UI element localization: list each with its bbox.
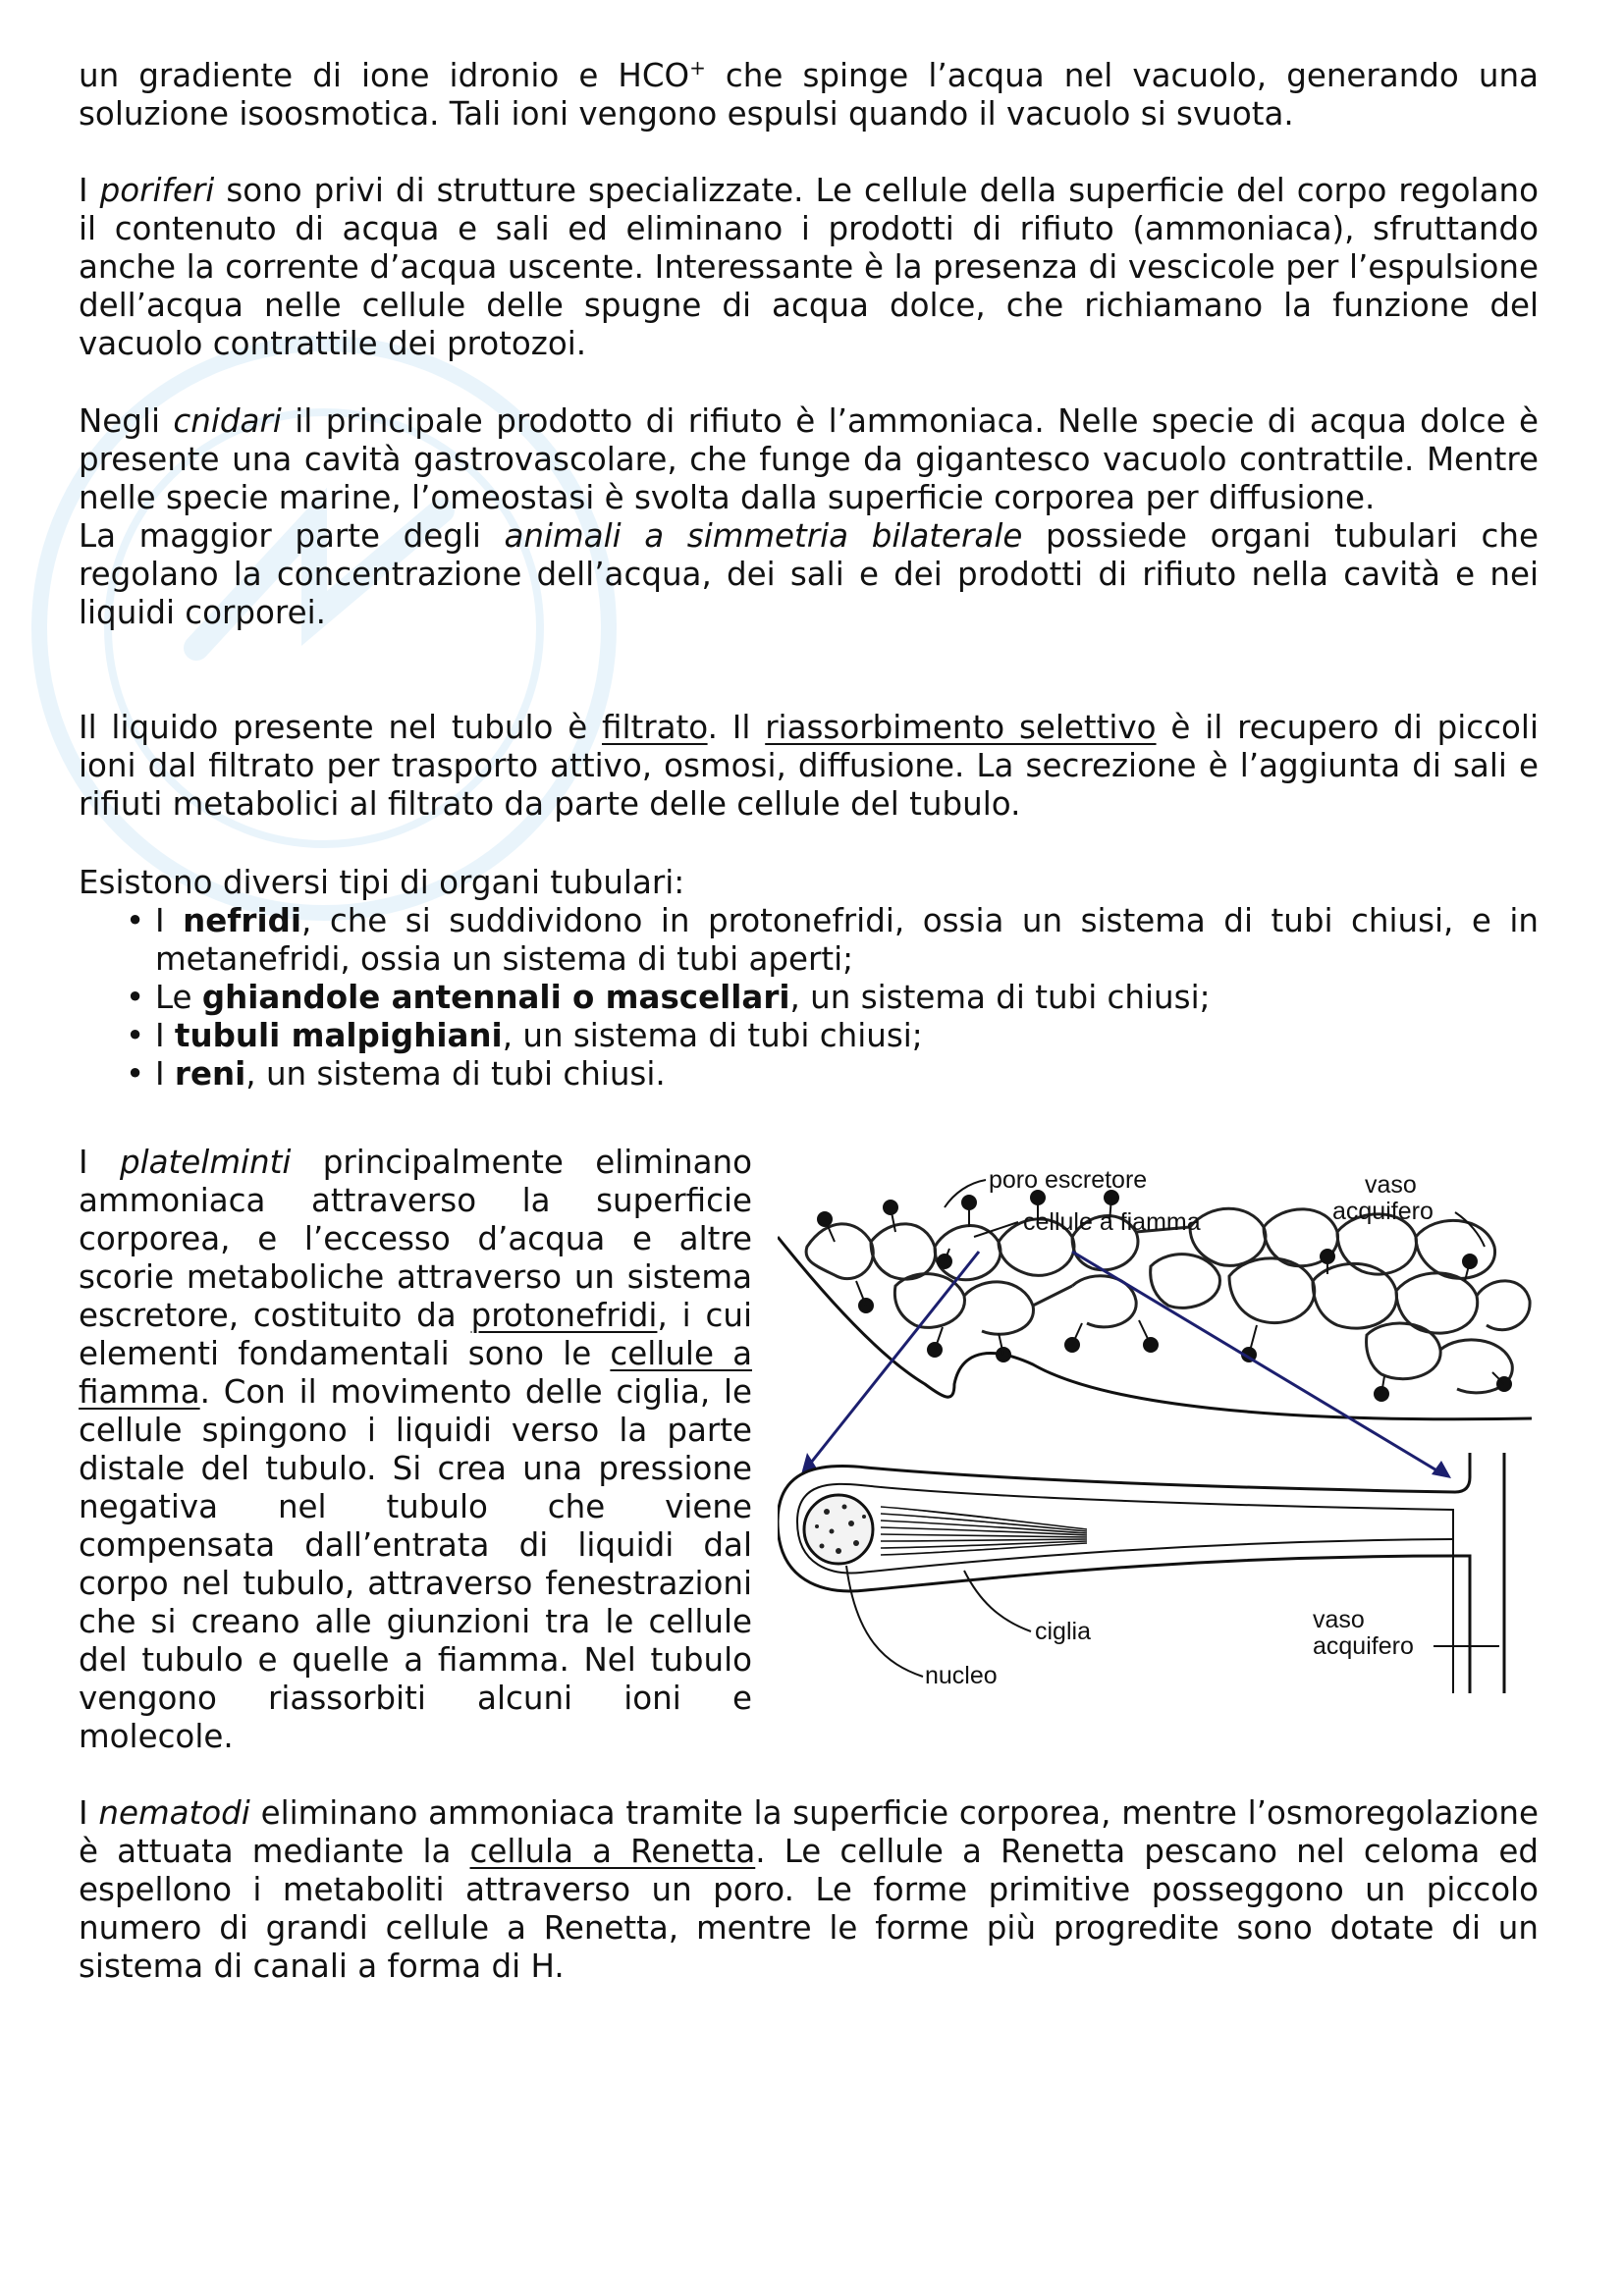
label-vaso-bottom: vaso bbox=[1313, 1606, 1365, 1633]
list-item: I reni, un sistema di tubi chiusi. bbox=[155, 1055, 666, 1093]
label-acquifero-bottom: acquifero bbox=[1313, 1632, 1414, 1660]
flame-cell-diagram bbox=[778, 1158, 1532, 1698]
bullet-dot: • bbox=[126, 902, 145, 939]
bullet-dot: • bbox=[126, 1055, 145, 1093]
bullet-dot: • bbox=[126, 1017, 145, 1054]
bullet-dot: • bbox=[126, 979, 145, 1016]
list-item: I tubuli malpighiani, un sistema di tubi chiusi; bbox=[155, 1017, 923, 1054]
paragraph-cnidari: Negli cnidari il principale prodotto di rifiuto è l’ammoniaca. Nelle specie di acqua dolce è presente una cavità gastrovascolare, che funge da gigantesco vacuolo contrattile. Mentre nelle specie marine, l’omeostasi è svolta dalla superficie corporea per diffusione. La maggior parte degli animali a simmetria bilaterale possiede organi tubulari che regolano la concentrazione dell’acqua, dei sali e dei prodotti di rifiuto nella cavità e nei liquidi corporei. bbox=[79, 402, 1539, 631]
label-vaso-top: vaso bbox=[1365, 1171, 1417, 1199]
label-poro-escretore: poro escretore bbox=[989, 1166, 1148, 1194]
list-item: I nefridi, che si suddividono in protonefridi, ossia un sistema di tubi chiusi, e in metanefridi, ossia un sistema di tubi aperti; bbox=[155, 902, 1539, 978]
list-item: Le ghiandole antennali o mascellari, un sistema di tubi chiusi; bbox=[155, 979, 1211, 1016]
list-intro: Esistono diversi tipi di organi tubulari: bbox=[79, 864, 685, 901]
paragraph-nematodi: I nematodi eliminano ammoniaca tramite la superficie corporea, mentre l’osmoregolazione è attuata mediante la cellula a Renetta. Le cellule a Renetta pescano nel celoma ed espellono i metaboliti attraverso un poro. Le forme primitive posseggono un piccolo numero di grandi cellule a Renetta, mentre le forme più progredite sono dotate di un sistema di canali a forma di H. bbox=[79, 1794, 1539, 1985]
label-cellule-a-fiamma: cellule a fiamma bbox=[1023, 1208, 1201, 1236]
paragraph-platelminti: I platelminti principalmente eliminano ammoniaca attraverso la superficie corporea, e l’eccesso d’acqua e altre scorie metaboliche attraverso un sistema escretore, costituito da protonefridi, i cui elementi fondamentali sono le cellule a fiamma. Con il movimento delle ciglia, le cellule spingono i liquidi verso la parte distale del tubulo. Si crea una pressione negativa nel tubulo che viene compensata dall’entrata di liquidi dal corpo nel tubulo, attraverso fenestrazioni che si creano alle giunzioni tra le cellule del tubulo e quelle a fiamma. Nel tubulo vengono riassorbiti alcuni ioni e molecole. bbox=[79, 1144, 752, 1755]
label-acquifero-top: acquifero bbox=[1332, 1198, 1434, 1225]
paragraph-filtrato: Il liquido presente nel tubulo è filtrato. Il riassorbimento selettivo è il recupero di piccoli ioni dal filtrato per trasporto attivo, osmosi, diffusione. La secrezione è l’aggiunta di sali e rifiuti metabolici al filtrato da parte delle cellule del tubulo. bbox=[79, 709, 1539, 823]
label-nucleo: nucleo bbox=[925, 1662, 998, 1689]
paragraph-poriferi: I poriferi sono privi di strutture specializzate. Le cellule della superficie del corpo regolano il contenuto di acqua e sali ed eliminano i prodotti di rifiuto (ammoniaca), sfruttando anche la corrente d’acqua uscente. Interessante è la presenza di vescicole per l’espulsione dell’acqua nelle cellule delle spugne di acqua dolce, che richiamano la funzione del vacuolo contrattile dei protozoi. bbox=[79, 172, 1539, 362]
label-ciglia: ciglia bbox=[1035, 1618, 1091, 1645]
paragraph-protozoi-end: un gradiente di ione idronio e HCO+ che spinge l’acqua nel vacuolo, generando una soluzione isoosmotica. Tali ioni vengono espulsi quando il vacuolo si svuota. bbox=[79, 56, 1540, 133]
